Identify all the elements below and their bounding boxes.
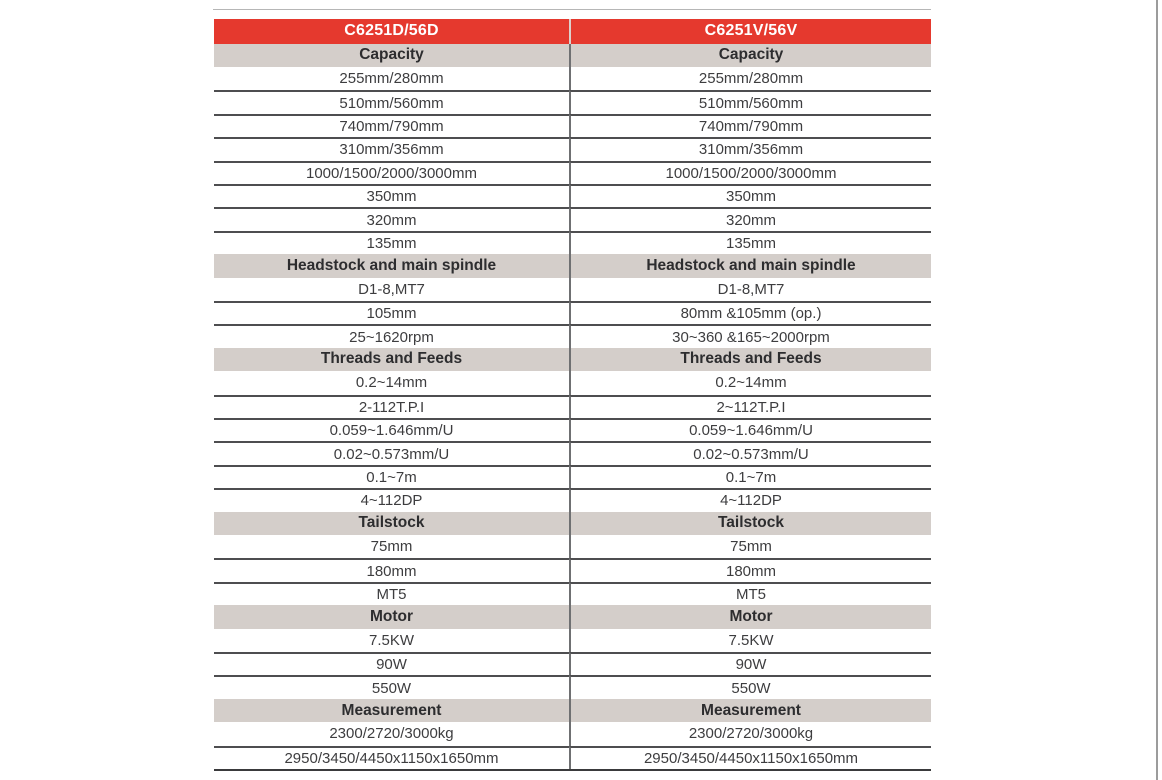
spec-value-row: [214, 441, 569, 464]
spec-value-row: [569, 746, 931, 769]
spec-value: 2950/3450/4450x1150x1650mm: [643, 749, 859, 767]
section-title: Measurement: [701, 701, 801, 719]
spec-value-row: [214, 675, 569, 698]
spec-value: 320mm: [366, 211, 417, 229]
spec-value: 2950/3450/4450x1150x1650mm: [284, 749, 499, 767]
spec-value: 30~360 &165~2000rpm: [672, 328, 830, 346]
section-title: Motor: [729, 607, 773, 625]
spec-value: 4~112DP: [720, 492, 782, 510]
spec-value: 105mm: [366, 305, 417, 323]
top-divider-line: [213, 9, 931, 10]
spec-value-row: [214, 231, 569, 254]
section-title: Headstock and main spindle: [286, 256, 497, 274]
model-name: C6251V/56V: [704, 22, 798, 40]
spec-value: MT5: [376, 586, 407, 604]
spec-value-row: [214, 535, 569, 558]
spec-value: 350mm: [366, 188, 417, 206]
spec-value-row: [569, 161, 931, 184]
spec-table: [214, 19, 931, 771]
section-title: Headstock and main spindle: [646, 256, 856, 274]
spec-value: MT5: [736, 586, 766, 604]
spec-value-row: [569, 418, 931, 441]
spec-value-row: [214, 67, 569, 90]
section-header-row: [569, 348, 931, 371]
spec-value: 0.02~0.573mm/U: [333, 445, 450, 463]
spec-value: 7.5KW: [728, 631, 774, 649]
spec-value-row: [569, 301, 931, 324]
spec-value: 0.2~14mm: [355, 374, 428, 392]
section-title: Measurement: [341, 701, 442, 719]
spec-value: 255mm/280mm: [339, 70, 444, 88]
section-header-row: [569, 512, 931, 535]
spec-value-row: [214, 746, 569, 769]
spec-value-row: [569, 652, 931, 675]
spec-value-row: [214, 278, 569, 301]
spec-value: D1-8,MT7: [358, 280, 425, 298]
spec-value: 180mm: [366, 562, 417, 580]
section-title: Motor: [369, 607, 414, 625]
model-name: C6251D/56D: [344, 22, 439, 40]
spec-value-row: [214, 114, 569, 137]
spec-value-row: [569, 137, 931, 160]
section-header-row: [214, 512, 569, 535]
spec-value-row: [214, 184, 569, 207]
spec-value-row: [569, 488, 931, 511]
section-title: Capacity: [359, 46, 424, 64]
spec-value: 510mm/560mm: [339, 94, 444, 112]
spec-value-row: [569, 675, 931, 698]
spec-value-row: [569, 465, 931, 488]
section-header-row: [214, 699, 569, 722]
spec-value-row: [214, 301, 569, 324]
spec-value-row: [569, 558, 931, 581]
spec-value: 0.2~14mm: [715, 374, 787, 392]
spec-value: 0.059~1.646mm/U: [689, 422, 813, 440]
spec-value-row: [569, 535, 931, 558]
section-header-row: [569, 605, 931, 628]
spec-column: [214, 19, 569, 769]
spec-value-row: [569, 278, 931, 301]
spec-value: 1000/1500/2000/3000mm: [306, 164, 477, 182]
section-header-row: [569, 254, 931, 277]
spec-value: 2300/2720/3000kg: [329, 725, 454, 743]
section-title: Capacity: [718, 46, 784, 64]
spec-value: 2~112T.P.I: [716, 398, 786, 416]
spec-value-row: [214, 418, 569, 441]
spec-value-row: [569, 629, 931, 652]
spec-value-row: [569, 582, 931, 605]
spec-value-row: [569, 114, 931, 137]
spec-value: 310mm/356mm: [698, 141, 804, 159]
spec-value-row: [214, 137, 569, 160]
spec-value-row: [569, 441, 931, 464]
model-header-cell: [569, 19, 931, 44]
section-title: Threads and Feeds: [680, 350, 822, 368]
section-header-row: [214, 44, 569, 67]
spec-value-row: [214, 488, 569, 511]
spec-value-row: [569, 722, 931, 745]
section-title: Tailstock: [717, 514, 785, 532]
spec-value: 550W: [731, 679, 771, 697]
spec-value: 0.1~7m: [366, 469, 417, 487]
spec-value: 4~112DP: [360, 492, 423, 510]
spec-value-row: [569, 324, 931, 347]
spec-value: 7.5KW: [368, 631, 414, 649]
spec-value-row: [569, 90, 931, 113]
spec-value: 80mm &105mm (op.): [680, 305, 822, 323]
spec-value: D1-8,MT7: [717, 280, 785, 298]
spec-value: 0.1~7m: [725, 469, 777, 487]
spec-value: 255mm/280mm: [698, 70, 804, 88]
spec-value-row: [569, 371, 931, 394]
spec-value-row: [214, 465, 569, 488]
spec-value-row: [214, 207, 569, 230]
spec-value-row: [214, 324, 569, 347]
section-title: Threads and Feeds: [320, 350, 463, 368]
spec-value: 75mm: [730, 538, 772, 556]
section-header-row: [569, 699, 931, 722]
section-header-row: [214, 348, 569, 371]
spec-value-row: [214, 90, 569, 113]
spec-value-row: [569, 231, 931, 254]
spec-value-row: [569, 184, 931, 207]
spec-value: 510mm/560mm: [698, 94, 804, 112]
spec-value: 550W: [371, 679, 412, 697]
spec-value: 0.059~1.646mm/U: [329, 422, 454, 440]
spec-value: 90W: [376, 656, 407, 674]
spec-value: 75mm: [370, 538, 413, 556]
spec-value: 320mm: [725, 211, 777, 229]
spec-value-row: [214, 652, 569, 675]
model-header-cell: [214, 19, 569, 44]
spec-value: 1000/1500/2000/3000mm: [665, 164, 837, 182]
spec-value: 135mm: [366, 234, 417, 252]
spec-value: 90W: [735, 656, 767, 674]
spec-value-row: [214, 558, 569, 581]
spec-column: [569, 19, 931, 769]
section-header-row: [569, 44, 931, 67]
spec-value-row: [214, 582, 569, 605]
spec-value-row: [569, 395, 931, 418]
spec-value: 310mm/356mm: [339, 141, 444, 159]
spec-value: 740mm/790mm: [698, 117, 804, 135]
spec-value: 135mm: [725, 234, 777, 252]
spec-value: 740mm/790mm: [339, 117, 444, 135]
spec-value: 0.02~0.573mm/U: [693, 445, 809, 463]
spec-value: 2-112T.P.I: [358, 398, 425, 416]
spec-value-row: [214, 395, 569, 418]
spec-value-row: [214, 161, 569, 184]
spec-value-row: [214, 722, 569, 745]
spec-value-row: [569, 67, 931, 90]
spec-value: 180mm: [725, 562, 777, 580]
spec-value-row: [569, 207, 931, 230]
section-header-row: [214, 605, 569, 628]
page-right-edge-line: [1156, 0, 1158, 780]
spec-value-row: [214, 629, 569, 652]
section-header-row: [214, 254, 569, 277]
spec-value-row: [214, 371, 569, 394]
spec-value: 2300/2720/3000kg: [688, 725, 814, 743]
spec-value: 25~1620rpm: [349, 328, 434, 346]
spec-value: 350mm: [725, 188, 777, 206]
section-title: Tailstock: [358, 514, 425, 532]
